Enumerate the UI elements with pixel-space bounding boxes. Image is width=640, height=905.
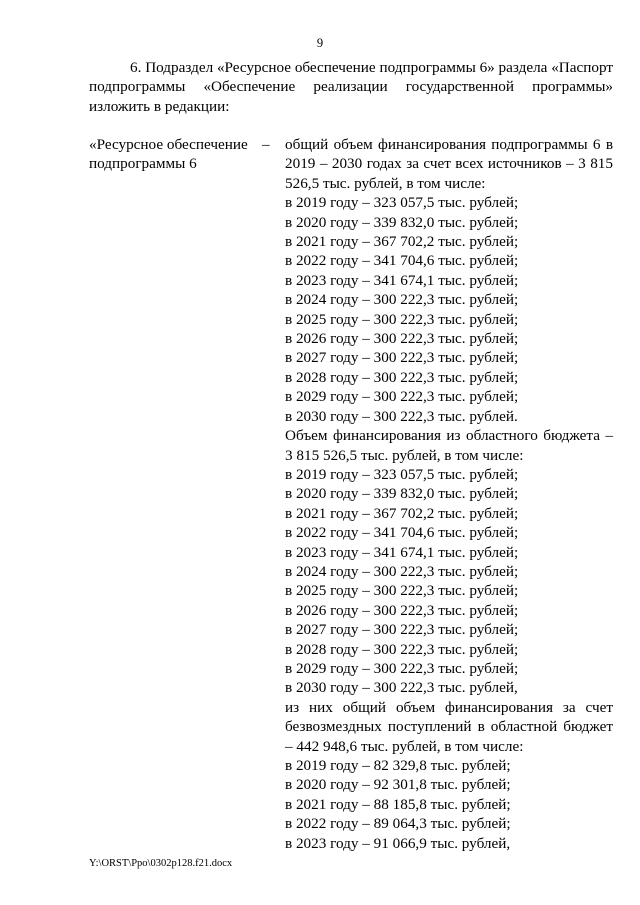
- page-number: 9: [316, 36, 324, 50]
- year-line: в 2026 году – 300 222,3 тыс. рублей;: [285, 330, 519, 348]
- year-line: в 2022 году – 341 704,6 тыс. рублей;: [285, 524, 519, 542]
- year-line: в 2028 году – 300 222,3 тыс. рублей;: [285, 368, 519, 386]
- year-line: в 2026 году – 300 222,3 тыс. рублей;: [285, 601, 519, 619]
- year-line: в 2030 году – 300 222,3 тыс. рублей.: [285, 407, 518, 425]
- regional-funding-intro: Объем финансирования из областного бюджета – 3 815 526,5 тыс. рублей, в том числе:: [285, 427, 613, 464]
- year-line: в 2023 году – 91 066,9 тыс. рублей,: [285, 834, 511, 852]
- year-line: в 2022 году – 89 064,3 тыс. рублей;: [285, 815, 511, 833]
- label-dash: –: [262, 136, 270, 153]
- year-line: в 2024 году – 300 222,3 тыс. рублей;: [285, 291, 519, 309]
- year-line: в 2025 году – 300 222,3 тыс. рублей;: [285, 310, 519, 328]
- regional-funding-years: [285, 465, 613, 698]
- resource-label-line-2: подпрограммы 6: [89, 155, 197, 173]
- year-line: в 2021 году – 367 702,2 тыс. рублей;: [285, 233, 519, 251]
- gratuitous-funding-intro: из них общий объем финансирования за счет безвозмездных поступлений в областной бюджет – 442 948,6 тыс. рублей, в том числе:: [285, 698, 613, 755]
- year-line: в 2027 году – 300 222,3 тыс. рублей;: [285, 349, 519, 367]
- resource-label-line-1: «Ресурсное обеспечение: [89, 136, 248, 153]
- year-line: в 2019 году – 323 057,5 тыс. рублей;: [285, 465, 519, 483]
- year-line: в 2024 году – 300 222,3 тыс. рублей;: [285, 562, 519, 580]
- intro-paragraph: 6. Подраздел «Ресурсное обеспечение подпрограммы 6» раздела «Паспорт подпрограммы «Обеспечение реализации государственной программы» изложить в редакции:: [89, 59, 613, 115]
- year-line: в 2027 году – 300 222,3 тыс. рублей;: [285, 621, 519, 639]
- year-line: в 2023 году – 341 674,1 тыс. рублей;: [285, 271, 519, 289]
- year-line: в 2025 году – 300 222,3 тыс. рублей;: [285, 582, 519, 600]
- resource-label-column: [89, 135, 279, 174]
- year-line: в 2029 году – 300 222,3 тыс. рублей;: [285, 388, 519, 406]
- total-funding-intro: общий объем финансирования подпрограммы 6 в 2019 – 2030 годах за счет всех источников – 3 815 526,5 тыс. рублей, в том числе:: [285, 136, 613, 192]
- year-line: в 2021 году – 88 185,8 тыс. рублей;: [285, 795, 511, 813]
- year-line: в 2030 году – 300 222,3 тыс. рублей,: [285, 679, 518, 697]
- year-line: в 2020 году – 339 832,0 тыс. рублей;: [285, 485, 519, 503]
- file-path-footer: Y:\ORST\Ppo\0302p128.f21.docx: [89, 858, 233, 869]
- total-funding-years: [285, 193, 613, 426]
- year-line: в 2020 году – 92 301,8 тыс. рублей;: [285, 776, 511, 794]
- resource-values-column: [285, 135, 613, 853]
- year-line: в 2019 году – 323 057,5 тыс. рублей;: [285, 194, 519, 212]
- year-line: в 2021 году – 367 702,2 тыс. рублей;: [285, 504, 519, 522]
- year-line: в 2019 году – 82 329,8 тыс. рублей;: [285, 757, 511, 774]
- gratuitous-funding-years: [285, 756, 613, 853]
- year-line: в 2022 году – 341 704,6 тыс. рублей;: [285, 252, 519, 270]
- year-line: в 2029 году – 300 222,3 тыс. рублей;: [285, 659, 519, 677]
- year-line: в 2020 году – 339 832,0 тыс. рублей;: [285, 213, 519, 231]
- year-line: в 2023 году – 341 674,1 тыс. рублей;: [285, 543, 519, 561]
- year-line: в 2028 году – 300 222,3 тыс. рублей;: [285, 640, 519, 658]
